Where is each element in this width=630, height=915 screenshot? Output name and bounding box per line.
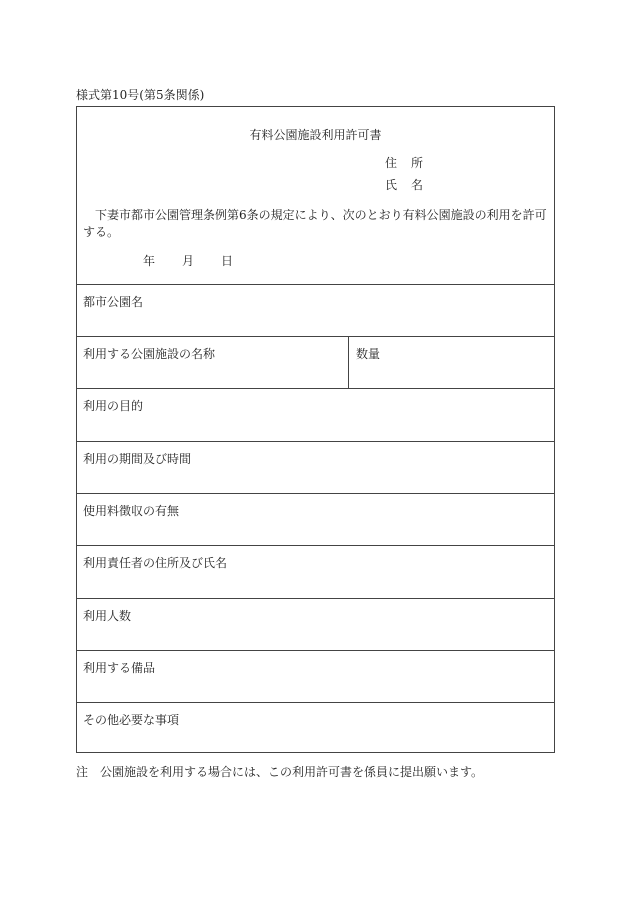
row-label: 都市公園名 <box>83 295 144 309</box>
row-facility-name <box>77 336 554 389</box>
row-purpose <box>77 388 554 441</box>
row-responsible-person <box>77 545 554 598</box>
date-line <box>143 252 233 269</box>
permit-form <box>76 106 555 753</box>
month-label: 月 <box>182 254 195 268</box>
address-char-2: 所 <box>411 156 424 170</box>
form-title: 有料公園施設利用許可書 <box>249 128 382 142</box>
address-char-1: 住 <box>385 156 398 170</box>
year-label: 年 <box>143 254 156 268</box>
footnote: 注 公園施設を利用する場合には、この利用許可書を係員に提出願います。 <box>76 765 484 779</box>
column-divider <box>348 337 349 389</box>
row-equipment <box>77 650 554 703</box>
row-label: 利用の目的 <box>83 399 144 413</box>
row-number-of-users <box>77 598 554 651</box>
row-label: 利用する備品 <box>83 661 156 675</box>
row-label: 利用責任者の住所及び氏名 <box>83 556 228 570</box>
row-label: 利用の期間及び時間 <box>83 452 192 466</box>
row-label: 利用人数 <box>83 609 132 623</box>
name-char-2: 名 <box>411 178 424 192</box>
row-period <box>77 441 554 494</box>
row-label: 利用する公園施設の名称 <box>83 347 216 361</box>
name-char-1: 氏 <box>385 178 398 192</box>
row-label: 使用料徴収の有無 <box>83 504 180 518</box>
row-other <box>77 702 554 755</box>
form-header <box>77 107 554 284</box>
permit-statement: 下妻市都市公園管理条例第6条の規定により、次のとおり有料公園施設の利用を許可する。 <box>83 208 547 239</box>
form-number-label: 様式第10号(第5条関係) <box>76 88 205 102</box>
row-label-quantity: 数量 <box>356 347 381 361</box>
address-field-label <box>385 154 423 171</box>
row-park-name <box>77 284 554 337</box>
name-field-label <box>385 176 423 193</box>
row-fee <box>77 493 554 546</box>
day-label: 日 <box>221 254 234 268</box>
row-label: その他必要な事項 <box>83 713 180 727</box>
